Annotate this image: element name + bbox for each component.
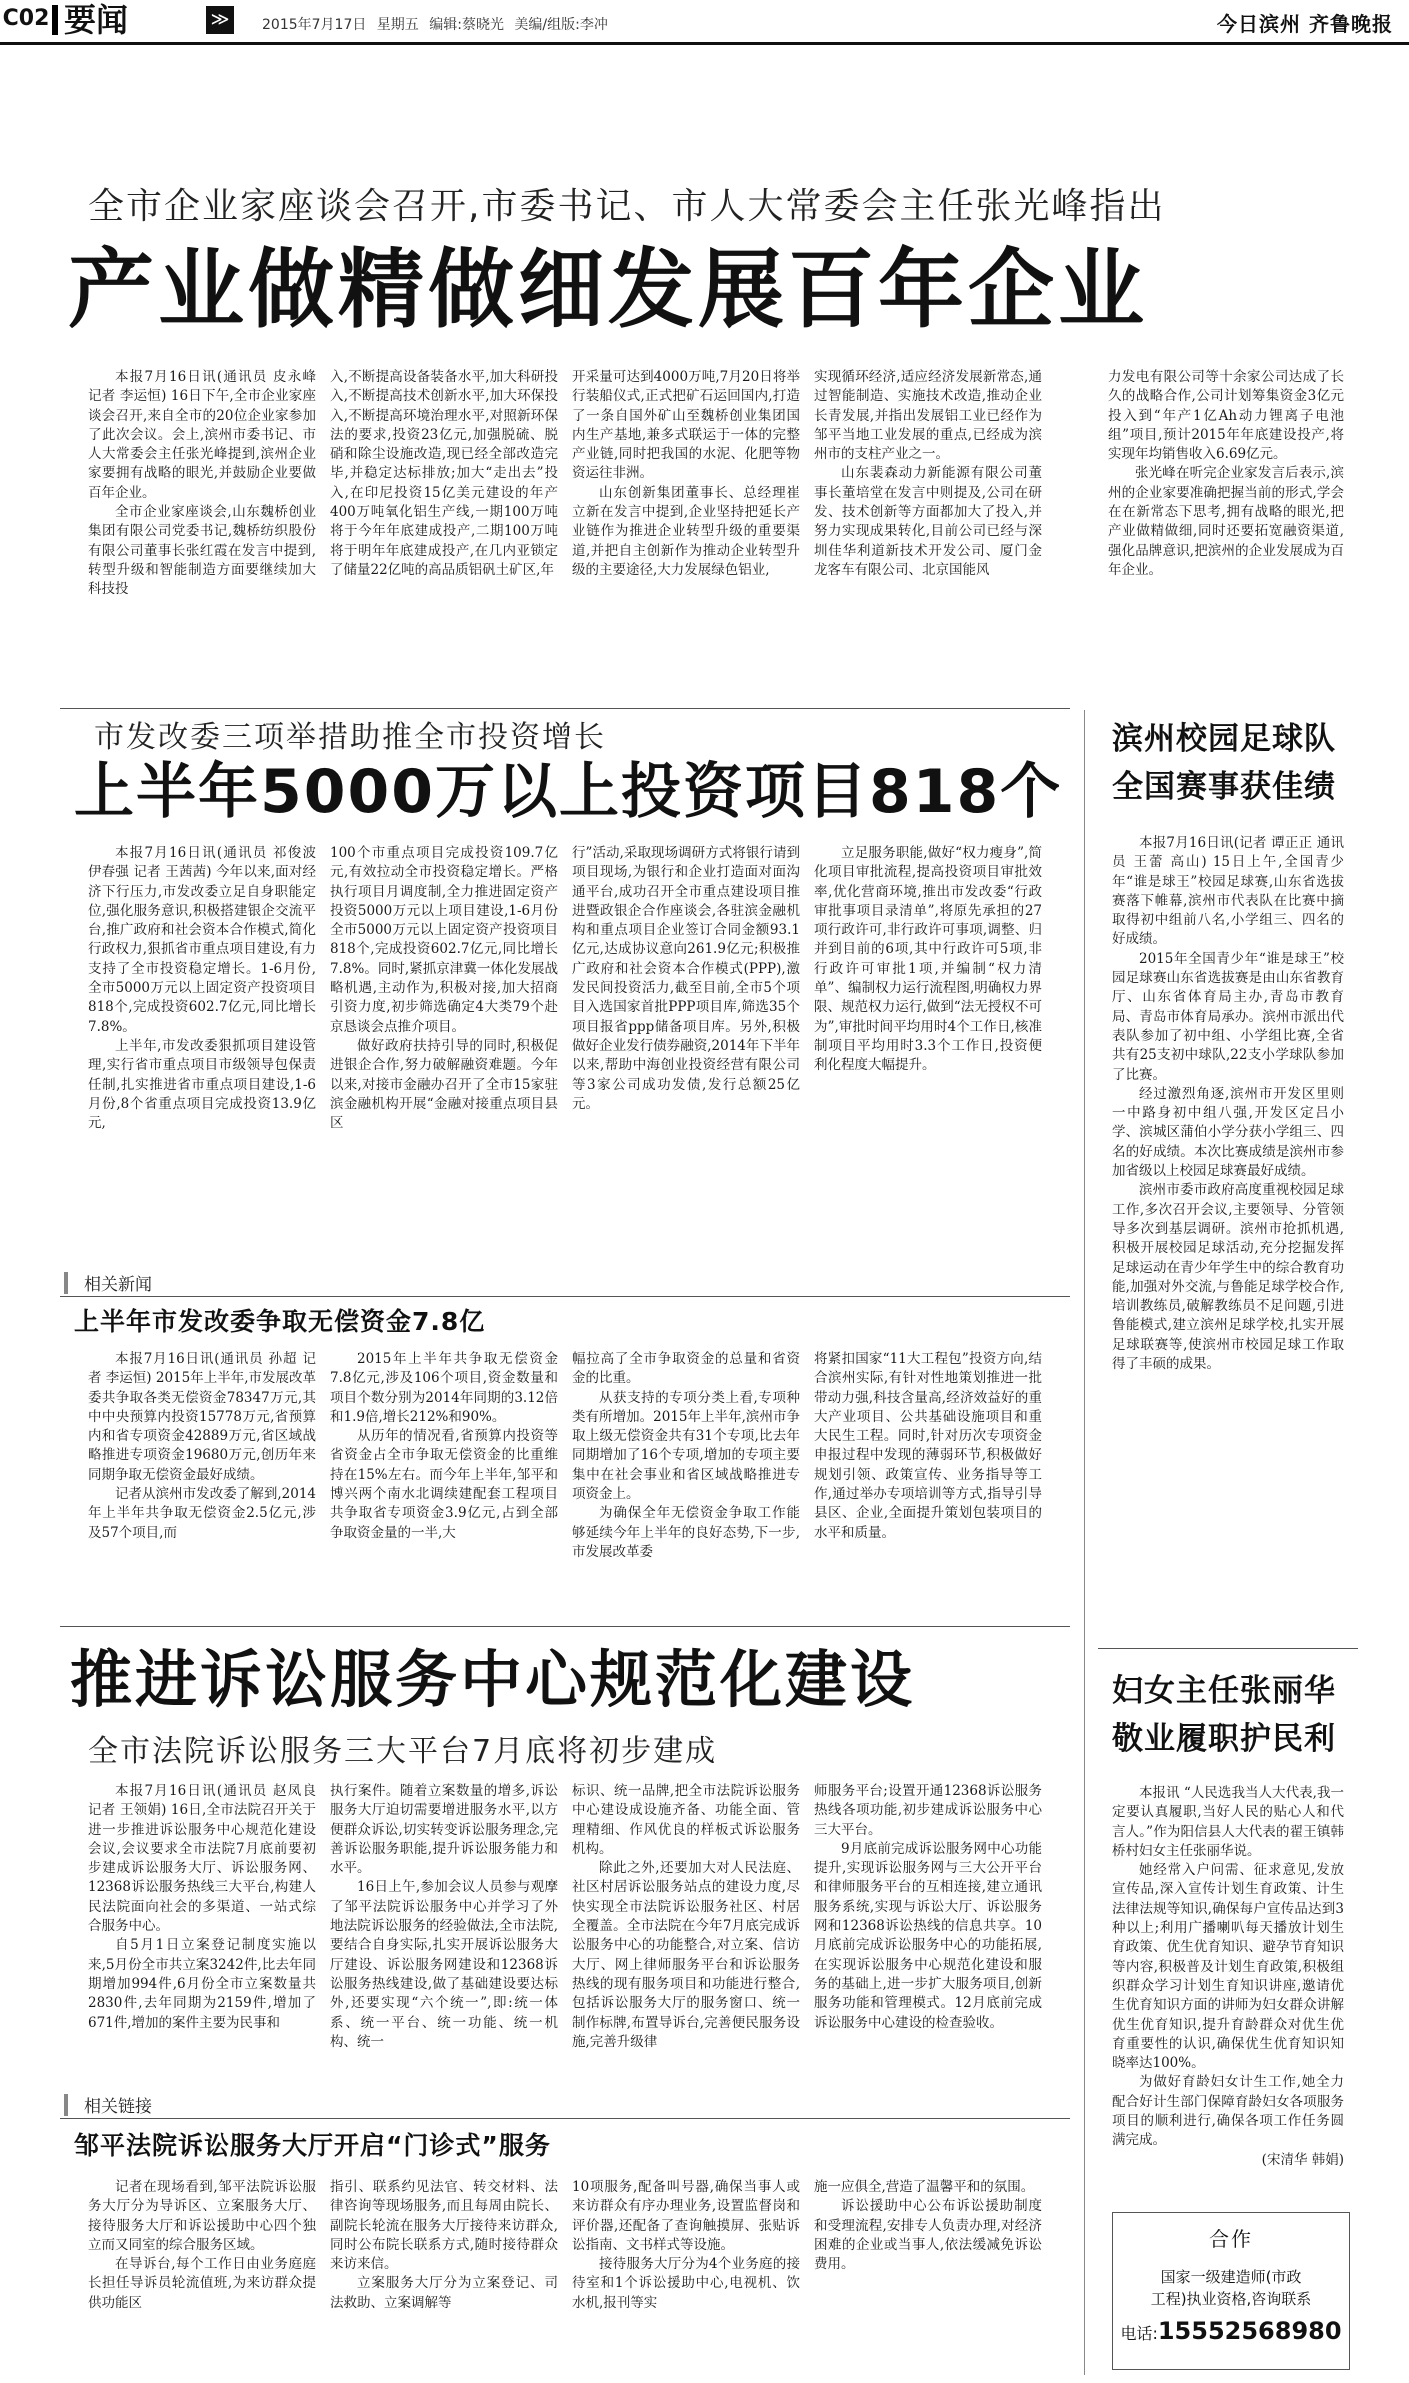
- ad-line1: 国家一级建造师(市政: [1160, 2268, 1302, 2286]
- paragraph: 本报7月16日讯(记者 谭正正 通讯员 王蕾 高山) 15日上午,全国青少年“谁是球王”校园足球赛,山东省选拔赛落下帷幕,滨州市代表队在比赛中摘取得初中组前八名,小学组三、四名的好成绩。: [1112, 835, 1344, 948]
- paragraph: 诉讼援助中心公布诉讼援助制度和受理流程,安排专人负责办理,对经济困难的企业或当事人,依法缓减免诉讼费用。: [814, 2198, 1042, 2273]
- paragraph: 记者从滨州市发改委了解到,2014年上半年共争取无偿资金2.5亿元,涉及57个项目,而: [88, 1486, 316, 1541]
- paragraph: 在导诉台,每个工作日由业务庭庭长担任导诉员轮流值班,为来访群众提供功能区: [88, 2256, 316, 2311]
- article1-subtitle: 全市企业家座谈会召开,市委书记、市人大常委会主任张光峰指出: [88, 186, 1166, 227]
- related2-col-4: [814, 2178, 1042, 2378]
- paragraph: 记者在现场看到,邹平法院诉讼服务大厅分为导诉区、立案服务大厅、接待服务大厅和诉讼援助中心四个独立而又同室的综合服务区域。: [88, 2179, 316, 2253]
- article1-title: 产业做精做细发展百年企业: [68, 240, 1148, 340]
- article3-subtitle: 全市法院诉讼服务三大平台7月底将初步建成: [88, 1734, 718, 1769]
- ad-line2: 工程)执业资格,咨询联系: [1150, 2290, 1312, 2308]
- related1-col-4: [814, 1350, 1042, 1620]
- related2-col-2: [330, 2178, 558, 2378]
- paragraph: 力发电有限公司等十余家公司达成了长久的战略合作,公司计划筹集资金3亿元投入到“年产1亿Ah动力锂离子电池组”项目,预计2015年年底建设投产,将实现年均销售收入6.69亿元。: [1108, 369, 1344, 463]
- related1-col-2: [330, 1350, 558, 1620]
- article3-title: 推进诉讼服务中心规范化建设: [70, 1643, 916, 1716]
- article1-col-1: [88, 368, 316, 698]
- related-news-tag: 相关新闻: [84, 1275, 152, 1295]
- paragraph: 山东创新集团董事长、总经理崔立新在发言中提到,企业坚持把延长产业链作为推进企业转型升级的重要渠道,并把自主创新作为推动企业转型升级的主要途径,大力发展绿色铝业,: [572, 484, 800, 578]
- section-divider: [60, 1296, 1070, 1297]
- article3-col-2: [330, 1782, 558, 2082]
- paragraph: 指引、联系约见法官、转交材料、法律咨询等现场服务,而且每周由院长、副院长轮流在服务大厅接待来访群众,同时公布院长联系方式,随时接待群众来访来信。: [330, 2179, 558, 2273]
- newspaper-brand: 今日滨州 齐鲁晚报: [1217, 12, 1393, 36]
- section-divider: [60, 1626, 1070, 1627]
- byline: (宋清华 韩娟): [1261, 2151, 1344, 2168]
- paragraph: 除此之外,还要加大对人民法庭、社区村居诉讼服务站点的建设力度,尽快实现全市法院诉讼服务社区、村居全覆盖。全市法院在今年7月底完成诉讼服务中心的功能整合,对立案、信访大厅、网上律师服务平台和诉讼服务热线的现有服务项目和功能进行整合,包括诉讼服务大厅的服务窗口、统一制作标牌,布置导诉台,完善便民服务设施,完善升级律: [572, 1860, 800, 2050]
- paragraph: 做好政府扶持引导的同时,积极促进银企合作,努力破解融资难题。今年以来,对接市金融办召开了全市15家驻滨金融机构开展“金融对接重点项目县区: [330, 1037, 558, 1132]
- paragraph: 她经常入户问需、征求意见,发放宣传品,深入宣传计划生育政策、计生法律法规等知识,确保每户宣传品达到3种以上;利用广播喇叭每天播放计划生育政策、优生优育知识、避孕节育知识等内容,积极普及计划生育政策,积极组织群众学习计划生育知识讲座,邀请优生优育知识方面的讲师为妇女群众讲解优生优育知识,提升育龄群众对优生优育重要性的认识,确保优生优育知识知晓率达100%。: [1112, 1862, 1344, 2072]
- paragraph: 实现循环经济,适应经济发展新常态,通过智能制造、实施技术改造,推动企业长青发展,并指出发展铝工业已经作为邹平当地工业发展的重点,已经成为滨州市的支柱产业之一。: [814, 369, 1042, 463]
- ad-phone[interactable]: 15552568980: [1157, 2317, 1342, 2345]
- paragraph: 施一应俱全,营造了温馨平和的氛围。: [814, 2179, 1035, 2195]
- paragraph: 滨州市委市政府高度重视校园足球工作,多次召开会议,主要领导、分管领导多次到基层调研。滨州市抢抓机遇,积极开展校园足球活动,充分挖掘发挥足球运动在青少年学生中的综合教育功能,加强对外交流,与鲁能足球学校合作,培训教练员,破解教练员不足问题,引进鲁能模式,建立滨州足球学校,扎实开展足球联赛等,使滨州市校园足球工作取得了丰硕的成果。: [1112, 1182, 1344, 1373]
- related1-col-1: [88, 1350, 316, 1620]
- paragraph: 开采量可达到4000万吨,7月20日将举行装船仪式,正式把矿石运回国内,打造了一条自国外矿山至魏桥创业集团国内生产基地,兼多式联运于一体的完整产业链,同时把我国的水泥、化肥等物资运往非洲。: [572, 369, 800, 482]
- ad-title: 合作: [1209, 2227, 1253, 2251]
- paragraph: 从历年的情况看,省预算内投资等省资金占全市争取无偿资金的比重维持在15%左右。而今年上半年,邹平和博兴两个南水北调续建配套工程项目共争取省专项资金3.9亿元,占到全部争取资金量的一半,大: [330, 1428, 558, 1541]
- paragraph: 本报7月16日讯(通讯员 祁俊波 伊春强 记者 王茜茜) 今年以来,面对经济下行压力,市发改委立足自身职能定位,强化服务意识,积极搭建银企交流平台,推广政府和社会资本合作模式,简化行政权力,狠抓省市重点项目建设,有力支持了全市投资稳定增长。1-6月份,全市5000万元以上固定资产投资项目818个,完成投资602.7亿元,同比增长7.8%。: [88, 845, 316, 1035]
- paragraph: 师服务平台;设置开通12368诉讼服务热线各项功能,初步建成诉讼服务中心三大平台。: [814, 1783, 1042, 1838]
- related2-col-3: [572, 2178, 800, 2378]
- section-title: 要闻: [64, 1, 129, 39]
- paragraph: 16日上午,参加会议人员参与观摩了邹平法院诉讼服务中心并学习了外地法院诉讼服务的经验做法,全市法院,要结合自身实际,扎实开展诉讼服务大厅建设、诉讼服务网建设和12368诉讼服务热线建设,做了基础建设要达标外,还要实现“六个统一”,即:统一体系、统一平台、统一功能、统一机构、统一: [330, 1879, 558, 2050]
- sidebar2-title-line2: 敬业履职护民利: [1112, 1721, 1336, 1757]
- paragraph: 本报讯 “人民选我当人大代表,我一定要认真履职,当好人民的贴心人和代言人。”作为阳信县人大代表的翟王镇韩桥村妇女主任张丽华说。: [1112, 1785, 1344, 1859]
- paragraph: 本报7月16日讯(通讯员 皮永峰 记者 李运恒) 16日下午,全市企业家座谈会召开,来自全市的20位企业家参加了此次会议。会上,滨州市委书记、市人大常委会主任张光峰提到,滨州企业家要拥有战略的眼光,并鼓励企业要做百年企业。: [88, 369, 316, 501]
- article2-title: 上半年5000万以上投资项目818个: [74, 757, 1063, 827]
- ad-phone-label: 电话:: [1120, 2324, 1158, 2343]
- article2-col-1: [88, 844, 316, 1274]
- paragraph: 立案服务大厅分为立案登记、司法救助、立案调解等: [330, 2275, 558, 2311]
- header-rule: [0, 42, 1409, 45]
- issue-meta: 2015年7月17日 星期五 编辑:蔡晓光 美编/组版:李冲: [262, 17, 608, 33]
- double-chevron-icon: ≫: [206, 6, 234, 34]
- article2-col-3: [572, 844, 800, 1274]
- paragraph: 100个市重点项目完成投资109.7亿元,有效拉动全市投资稳定增长。严格执行项目月调度制,全力推进固定资产投资5000万元以上项目建设,1-6月份全市5000万元以上固定资产投资项目818个,完成投资602.7亿元,同比增长7.8%。同时,紧抓京津冀一体化发展战略机遇,主动作为,积极对接,加大招商引资力度,初步筛选确定4大类79个赴京恳谈会点推介项目。: [330, 845, 558, 1035]
- related1-col-3: [572, 1350, 800, 1620]
- paragraph: 行”活动,采取现场调研方式将银行请到项目现场,为银行和企业打造面对面沟通平台,成功召开全市重点建设项目推进暨政银企合作座谈会,各驻滨金融机构和重点项目企业签订合同金额93.1亿元,达成协议意向261.9亿元;积极推广政府和社会资本合作模式(PPP),激发民间投资活力,截至目前,全市5个项目入选国家首批PPP项目库,筛选35个项目报省ppp储备项目库。另外,积极做好企业发行债券融资,2014年下半年以来,帮助中海创业投资经营有限公司等3家公司成功发债,发行总额25亿元。: [572, 845, 800, 1112]
- paragraph: 9月底前完成诉讼服务网中心功能提升,实现诉讼服务网与三大公开平台和律师服务平台的互相连接,建立通讯服务系统,实现与诉讼大厅、诉讼服务网和12368诉讼热线的信息共享。10月底前完成诉讼服务中心的功能拓展,在实现诉讼服务中心规范化建设和服务的基础上,进一步扩大服务项目,创新服务功能和管理模式。12月底前完成诉讼服务中心建设的检查验收。: [814, 1840, 1042, 2031]
- article2-col-4: [814, 844, 1042, 1274]
- article3-col-1: [88, 1782, 316, 2082]
- section-divider: [60, 708, 1070, 709]
- sidebar-divider: [1084, 710, 1085, 2375]
- article1-col-2: [330, 368, 558, 698]
- sidebar1-title-line1: 滨州校园足球队: [1112, 721, 1336, 757]
- paragraph: 接待服务大厅分为4个业务庭的接待室和1个诉讼援助中心,电视机、饮水机,报刊等实: [572, 2256, 800, 2311]
- related-link-title: 邹平法院诉讼服务大厅开启“门诊式”服务: [74, 2131, 551, 2160]
- paragraph: 执行案件。随着立案数量的增多,诉讼服务大厅迫切需要增进服务水平,以方便群众诉讼,切实转变诉讼服务理念,完善诉讼服务职能,提升诉讼服务能力和水平。: [330, 1783, 558, 1877]
- paragraph: 上半年,市发改委狠抓项目建设管理,实行省市重点项目市级领导包保责任制,扎实推进省市重点项目建设,1-6月份,8个省重点项目完成投资13.9亿元,: [88, 1037, 316, 1132]
- paragraph: 山东裴森动力新能源有限公司董事长董培堂在发言中则提及,公司在研发、技术创新等方面都加大了投入,并努力实现成果转化,目前公司已经与深圳佳华利道新技术开发公司、厦门金龙客车有限公司、北京国能风: [814, 465, 1042, 578]
- paragraph: 将紧扣国家“11大工程包”投资方向,结合滨州实际,有针对性地策划推进一批带动力强,科技含量高,经济效益好的重大产业项目、公共基础设施项目和重大民生工程。同时,针对历次专项资金申报过程中发现的薄弱环节,积极做好规划引领、政策宣传、业务指导等工作,通过举办专项培训等方式,指导引导县区、企业,全面提升策划包装项目的水平和质量。: [814, 1351, 1042, 1541]
- article1-col-5: [1108, 368, 1344, 698]
- paragraph: 全市企业家座谈会,山东魏桥创业集团有限公司党委书记,魏桥纺织股份有限公司董事长张红霞在发言中提到,转型升级和智能制造方面要继续加大科技投: [88, 504, 316, 598]
- paragraph: 10项服务,配备叫号器,确保当事人或来访群众有序办理业务,设置监督岗和评价器,还配备了查询触摸屏、张贴诉讼指南、文书样式等设施。: [572, 2179, 800, 2253]
- page-number: C02: [2, 6, 50, 31]
- sidebar2-title-line1: 妇女主任张丽华: [1112, 1673, 1336, 1709]
- paragraph: 经过激烈角逐,滨州市开发区里则一中路身初中组八强,开发区定吕小学、滨城区蒲伯小学分获小学组三、四名的好成绩。本次比赛成绩是滨州市参加省级以上校园足球赛最好成绩。: [1112, 1085, 1344, 1180]
- header-divider: [52, 5, 58, 35]
- paragraph: 2015年全国青少年“谁是球王”校园足球赛山东省选拔赛是由山东省教育厅、山东省体育局主办,青岛市教育局、青岛市体育局承办。滨州市派出代表队参加了初中组、小学组比赛,全省共有25支初中球队,22支小学球队参加了比赛。: [1112, 950, 1344, 1083]
- sidebar2-body: [1112, 1784, 1344, 2204]
- paragraph: 立足服务职能,做好“权力瘦身”,简化项目审批流程,提高投资项目审批效率,优化营商环境,推出市发改委“行政审批事项目录清单”,将原先承担的27项行政许可,非行政许可事项,调整、归并到目前的6项,其中行政许可5项,非行政许可审批1项,并编制“权力清单”、编制权力运行流程图,明确权力界限、规范权力运行,做到“法无授权不可为”,审批时间平均用时4个工作日,核准制项目平均用时3.3个工作日,投资便利化程度大幅提升。: [814, 845, 1042, 1074]
- related-link-tag: 相关链接: [84, 2097, 152, 2117]
- paragraph: 为确保全年无偿资金争取工作能够延续今年上半年的良好态势,下一步,市发展改革委: [572, 1505, 800, 1560]
- sidebar1-title-line2: 全国赛事获佳绩: [1112, 769, 1336, 805]
- related2-col-1: [88, 2178, 316, 2378]
- cooperation-ad: [1112, 2212, 1350, 2370]
- paragraph: 入,不断提高设备装备水平,加大科研投入,不断提高技术创新水平,加大环保投入,不断提高环境治理水平,对照新环保法的要求,投资23亿元,加强脱硫、脱硝和除尘设施改造,现已经全部改造完毕,并稳定达标排放;加大“走出去”投入,在印尼投资15亿美元建设的年产400万吨氧化铝生产线,一期100万吨将于今年年底建成投产,二期100万吨将于明年年底建成投产,在几内亚锁定了储量22亿吨的高品质铝矾土矿区,年: [330, 369, 558, 578]
- ad-phone-row: [1113, 2316, 1349, 2349]
- article1-col-4: [814, 368, 1042, 698]
- paragraph: 幅拉高了全市争取资金的总量和省资金的比重。: [572, 1351, 800, 1387]
- paragraph: 张光峰在听完企业家发言后表示,滨州的企业家要准确把握当前的形式,学会在在新常态下思考,拥有战略的眼光,把产业做精做细,同时还要拓宽融资渠道,强化品牌意识,把滨州的企业发展成为百年企业。: [1108, 465, 1344, 578]
- paragraph: 标识、统一品牌,把全市法院诉讼服务中心建设成设施齐备、功能全面、管理精细、作风优良的样板式诉讼服务机构。: [572, 1783, 800, 1857]
- section-divider: [60, 2118, 1070, 2119]
- sidebar1-body: [1112, 834, 1344, 1634]
- paragraph: 从获支持的专项分类上看,专项种类有所增加。2015年上半年,滨州市争取上级无偿资金共有31个专项,比去年同期增加了16个专项,增加的专项主要集中在社会事业和省区域战略推进专项资金上。: [572, 1389, 800, 1503]
- paragraph: 自5月1日立案登记制度实施以来,5月份全市共立案3242件,比去年同期增加994件,6月份全市立案数量共2830件,去年同期为2159件,增加了671件,增加的案件主要为民事和: [88, 1937, 316, 2031]
- paragraph: 2015年上半年共争取无偿资金7.8亿元,涉及106个项目,资金数量和项目个数分别为2014年同期的3.12倍和1.9倍,增长212%和90%。: [330, 1351, 558, 1425]
- related-news-title: 上半年市发改委争取无偿资金7.8亿: [74, 1307, 486, 1336]
- article1-col-3: [572, 368, 800, 698]
- article3-col-3: [572, 1782, 800, 2082]
- article3-col-4: [814, 1782, 1042, 2082]
- sidebar-rule: [1098, 1648, 1358, 1649]
- paragraph: 本报7月16日讯(通讯员 孙超 记者 李运恒) 2015年上半年,市发展改革委共争取各类无偿资金78347万元,其中中央预算内投资15778万元,省预算内和省专项资金42889万元,省区域战略推进专项资金19680万元,创历年来同期争取无偿资金最好成绩。: [88, 1351, 316, 1483]
- article2-subtitle: 市发改委三项举措助推全市投资增长: [94, 720, 606, 755]
- article2-col-2: [330, 844, 558, 1274]
- paragraph: 为做好育龄妇女计生工作,她全力配合好计生部门保障育龄妇女各项服务项目的顺利进行,确保各项工作任务圆满完成。: [1112, 2074, 1344, 2149]
- paragraph: 本报7月16日讯(通讯员 赵凤良 记者 王领娟) 16日,全市法院召开关于进一步推进诉讼服务中心规范化建设会议,会议要求全市法院7月底前要初步建成诉讼服务大厅、诉讼服务网、12368诉讼服务热线三大平台,构建人民法院面向社会的多渠道、一站式综合服务中心。: [88, 1783, 316, 1935]
